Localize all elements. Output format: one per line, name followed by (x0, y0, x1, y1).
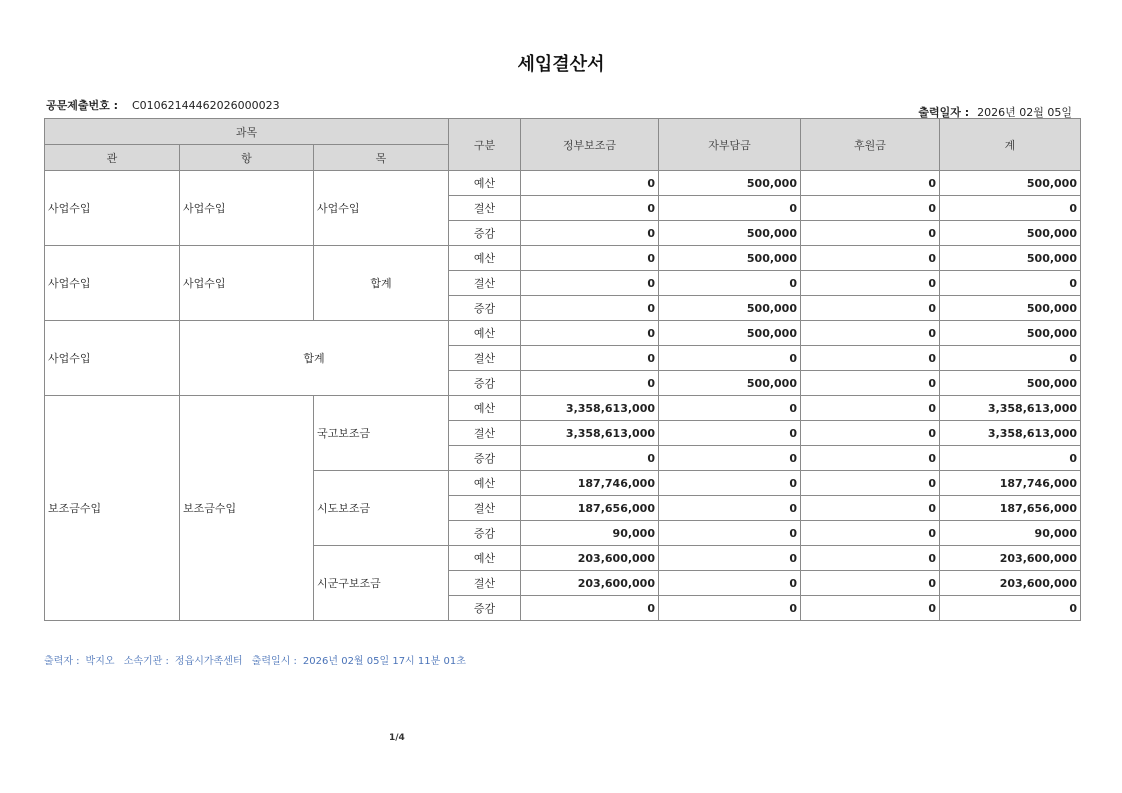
self-cell: 0 (659, 596, 801, 621)
hang-cell: 사업수입 (180, 246, 314, 321)
gwan-cell: 사업수입 (45, 171, 180, 246)
hang-subtotal-cell: 합계 (180, 321, 449, 396)
org-name: 정읍시가족센터 (174, 656, 243, 667)
gov-cell: 3,358,613,000 (521, 396, 659, 421)
print-time: 2026년 02월 05일 17시 11분 01초 (302, 656, 466, 667)
mok-cell: 시도보조금 (314, 471, 449, 546)
gov-cell: 0 (521, 196, 659, 221)
gov-cell: 3,358,613,000 (521, 421, 659, 446)
total-cell: 187,746,000 (940, 471, 1081, 496)
header-sponsorship: 후원금 (801, 119, 940, 171)
total-cell: 187,656,000 (940, 496, 1081, 521)
gov-cell: 0 (521, 296, 659, 321)
spon-cell: 0 (801, 321, 940, 346)
gov-cell: 187,746,000 (521, 471, 659, 496)
gov-cell: 0 (521, 596, 659, 621)
total-cell: 203,600,000 (940, 571, 1081, 596)
spon-cell: 0 (801, 346, 940, 371)
gubun-cell: 예산 (449, 246, 521, 271)
self-cell: 500,000 (659, 371, 801, 396)
self-cell: 0 (659, 346, 801, 371)
page-number: 1/4 (389, 733, 405, 743)
gov-cell: 0 (521, 171, 659, 196)
spon-cell: 0 (801, 296, 940, 321)
self-cell: 500,000 (659, 221, 801, 246)
self-cell: 0 (659, 421, 801, 446)
total-cell: 500,000 (940, 296, 1081, 321)
self-cell: 0 (659, 496, 801, 521)
total-cell: 500,000 (940, 321, 1081, 346)
gov-cell: 0 (521, 246, 659, 271)
total-cell: 500,000 (940, 371, 1081, 396)
spon-cell: 0 (801, 171, 940, 196)
gubun-cell: 증감 (449, 521, 521, 546)
table-row (45, 396, 1081, 421)
document-number-value: C01062144462026000023 (131, 99, 280, 112)
gubun-cell: 예산 (449, 321, 521, 346)
header-gubun: 구분 (449, 119, 521, 171)
mok-cell: 국고보조금 (314, 396, 449, 471)
gubun-cell: 결산 (449, 496, 521, 521)
gubun-cell: 결산 (449, 271, 521, 296)
gov-cell: 0 (521, 446, 659, 471)
total-cell: 3,358,613,000 (940, 396, 1081, 421)
print-footer (44, 652, 472, 667)
gov-cell: 90,000 (521, 521, 659, 546)
total-cell: 0 (940, 196, 1081, 221)
gubun-cell: 예산 (449, 471, 521, 496)
total-cell: 500,000 (940, 246, 1081, 271)
spon-cell: 0 (801, 546, 940, 571)
self-cell: 0 (659, 196, 801, 221)
gov-cell: 0 (521, 346, 659, 371)
gubun-cell: 예산 (449, 546, 521, 571)
spon-cell: 0 (801, 596, 940, 621)
self-cell: 0 (659, 271, 801, 296)
self-cell: 0 (659, 571, 801, 596)
hang-cell: 보조금수입 (180, 396, 314, 621)
table-row (45, 171, 1081, 196)
gubun-cell: 예산 (449, 171, 521, 196)
spon-cell: 0 (801, 396, 940, 421)
total-cell: 500,000 (940, 221, 1081, 246)
self-cell: 0 (659, 446, 801, 471)
gubun-cell: 결산 (449, 421, 521, 446)
gov-cell: 203,600,000 (521, 571, 659, 596)
self-cell: 0 (659, 546, 801, 571)
spon-cell: 0 (801, 371, 940, 396)
total-cell: 0 (940, 596, 1081, 621)
gubun-cell: 결산 (449, 196, 521, 221)
org-label: 소속기관 : (123, 656, 169, 667)
spon-cell: 0 (801, 271, 940, 296)
gov-cell: 0 (521, 371, 659, 396)
gubun-cell: 증감 (449, 296, 521, 321)
total-cell: 3,358,613,000 (940, 421, 1081, 446)
gwan-cell: 사업수입 (45, 246, 180, 321)
gov-cell: 0 (521, 321, 659, 346)
gubun-cell: 증감 (449, 371, 521, 396)
print-time-label: 출력일시 : (251, 656, 297, 667)
spon-cell: 0 (801, 496, 940, 521)
gov-cell: 187,656,000 (521, 496, 659, 521)
revenue-settlement-table (44, 118, 1081, 621)
gov-cell: 0 (521, 271, 659, 296)
header-gwan: 관 (45, 145, 180, 171)
header-gwamok: 과목 (45, 119, 449, 145)
print-date-value: 2026년 02월 05일 (977, 106, 1072, 119)
spon-cell: 0 (801, 221, 940, 246)
self-cell: 500,000 (659, 321, 801, 346)
self-cell: 0 (659, 521, 801, 546)
print-date-label: 출력일자 : (918, 106, 970, 119)
gov-cell: 0 (521, 221, 659, 246)
gubun-cell: 증감 (449, 596, 521, 621)
self-cell: 500,000 (659, 296, 801, 321)
total-cell: 0 (940, 446, 1081, 471)
gubun-cell: 예산 (449, 396, 521, 421)
self-cell: 0 (659, 396, 801, 421)
mok-cell: 사업수입 (314, 171, 449, 246)
total-cell: 500,000 (940, 171, 1081, 196)
gubun-cell: 결산 (449, 571, 521, 596)
spon-cell: 0 (801, 446, 940, 471)
header-mok: 목 (314, 145, 449, 171)
spon-cell: 0 (801, 421, 940, 446)
gubun-cell: 결산 (449, 346, 521, 371)
spon-cell: 0 (801, 571, 940, 596)
gubun-cell: 증감 (449, 221, 521, 246)
self-cell: 500,000 (659, 171, 801, 196)
total-cell: 0 (940, 346, 1081, 371)
gwan-cell: 보조금수입 (45, 396, 180, 621)
table-row (45, 246, 1081, 271)
header-self-burden: 자부담금 (659, 119, 801, 171)
document-number (46, 97, 280, 113)
header-hang: 항 (180, 145, 314, 171)
gwan-cell: 사업수입 (45, 321, 180, 396)
spon-cell: 0 (801, 521, 940, 546)
header-gov-subsidy: 정부보조금 (521, 119, 659, 171)
page-title: 세입결산서 (517, 54, 605, 75)
self-cell: 0 (659, 471, 801, 496)
printer-name: 박지오 (85, 656, 115, 667)
total-cell: 90,000 (940, 521, 1081, 546)
total-cell: 0 (940, 271, 1081, 296)
document-number-label: 공문제출번호 : (46, 99, 118, 112)
spon-cell: 0 (801, 196, 940, 221)
mok-subtotal-cell: 합계 (314, 246, 449, 321)
gov-cell: 203,600,000 (521, 546, 659, 571)
hang-cell: 사업수입 (180, 171, 314, 246)
self-cell: 500,000 (659, 246, 801, 271)
header-total: 계 (940, 119, 1081, 171)
spon-cell: 0 (801, 471, 940, 496)
mok-cell: 시군구보조금 (314, 546, 449, 621)
total-cell: 203,600,000 (940, 546, 1081, 571)
gubun-cell: 증감 (449, 446, 521, 471)
table-row (45, 321, 1081, 346)
spon-cell: 0 (801, 246, 940, 271)
printer-label: 출력자 : (44, 656, 80, 667)
